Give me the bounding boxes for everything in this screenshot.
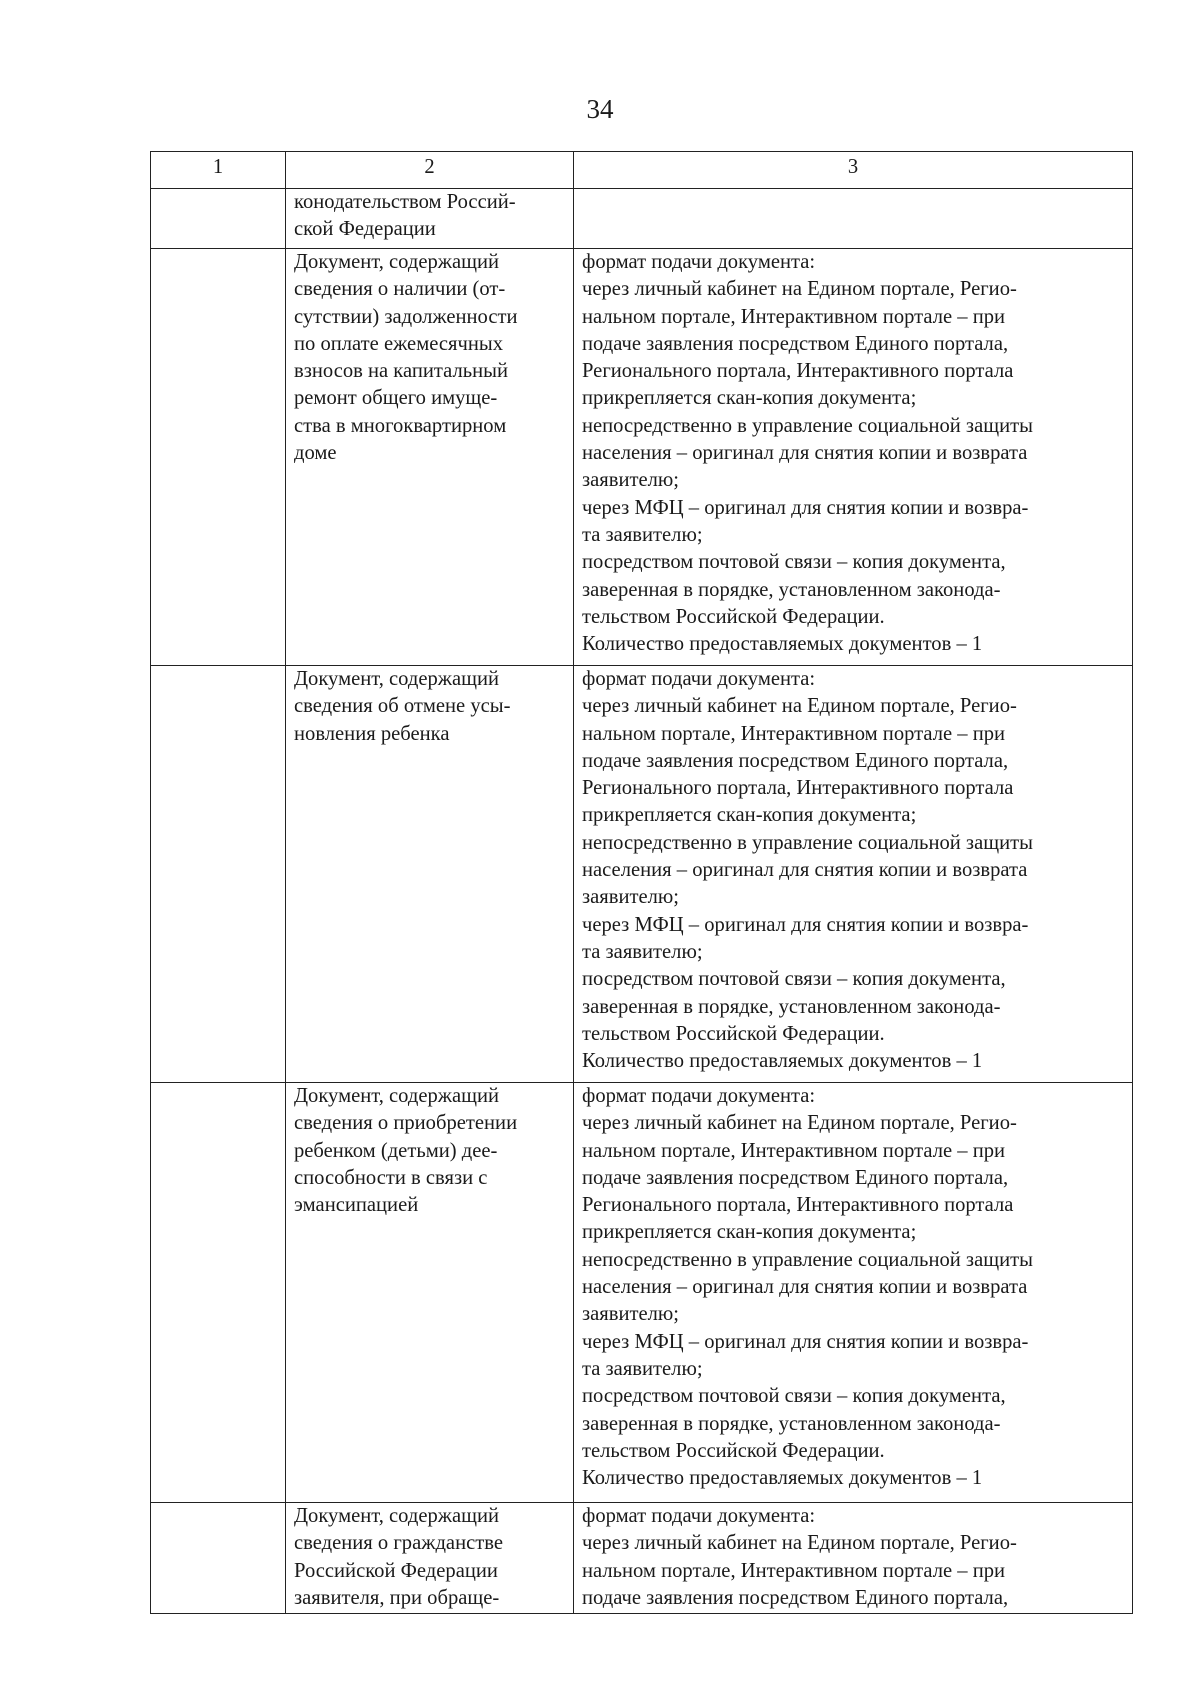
text-line: населения – оригинал для снятия копии и возврата — [582, 1276, 1028, 1299]
text-line: ства в многоквартирном — [294, 414, 507, 437]
text-line: подаче заявления посредством Единого портала, — [582, 1586, 1009, 1609]
row-number-cell — [151, 666, 286, 1083]
text-line: Документ, содержащий — [294, 251, 500, 273]
text-line: тельством Российской Федерации. — [582, 605, 885, 628]
text-line: сутствии) задолженности — [294, 305, 518, 328]
text-line: формат подачи документа: — [582, 668, 816, 690]
text-line: Количество предоставляемых документов – 1 — [582, 1467, 983, 1490]
text-line: Регионального портала, Интерактивного портала — [582, 777, 1014, 800]
submission-format-cell — [574, 189, 1133, 249]
row-number-cell — [151, 1083, 286, 1503]
text-line: через МФЦ – оригинал для снятия копии и возвра- — [582, 913, 1029, 936]
text-line: заявителя, при обраще- — [294, 1586, 500, 1609]
text-line: прикрепляется скан-копия документа; — [582, 387, 917, 410]
text-line: сведения об отмене усы- — [294, 695, 511, 718]
page-number: 34 — [586, 94, 614, 124]
document-name-cell — [286, 189, 574, 249]
text-line: ремонт общего имуще- — [294, 387, 498, 410]
text-line: через МФЦ – оригинал для снятия копии и возвра- — [582, 1330, 1029, 1353]
text-line: заявителю; — [582, 1303, 680, 1326]
text-line: та заявителю; — [582, 1357, 703, 1380]
row-number-cell — [151, 189, 286, 249]
text-line: Количество предоставляемых документов – 1 — [582, 633, 983, 656]
text-line: сведения о гражданстве — [294, 1532, 503, 1555]
submission-format-cell — [574, 1083, 1133, 1503]
text-line: посредством почтовой связи – копия документа, — [582, 1385, 1006, 1408]
text-line: непосредственно в управление социальной защиты — [582, 831, 1033, 854]
text-line: конодательством Россий- — [294, 191, 516, 213]
text-line: посредством почтовой связи – копия документа, — [582, 968, 1006, 991]
text-line: непосредственно в управление социальной защиты — [582, 414, 1033, 437]
table-row — [151, 666, 1133, 1083]
text-line: прикрепляется скан-копия документа; — [582, 1221, 917, 1244]
table-row — [151, 1083, 1133, 1503]
column-header-1: 1 — [151, 152, 286, 189]
text-line: нальном портале, Интерактивном портале – при — [582, 722, 1006, 745]
document-table — [150, 151, 1133, 1614]
document-name-cell — [286, 1083, 574, 1503]
text-line: заявителю; — [582, 469, 680, 492]
text-line: та заявителю; — [582, 523, 703, 546]
text-line: сведения о наличии (от- — [294, 278, 506, 301]
text-line: населения – оригинал для снятия копии и возврата — [582, 859, 1028, 882]
text-line: Регионального портала, Интерактивного портала — [582, 360, 1014, 383]
text-line: сведения о приобретении — [294, 1112, 518, 1135]
submission-format-cell — [574, 249, 1133, 666]
text-line: Количество предоставляемых документов – 1 — [582, 1050, 983, 1073]
text-line: через личный кабинет на Едином портале, Регио- — [582, 695, 1017, 718]
text-line: заверенная в порядке, установленном законода- — [582, 578, 1001, 601]
document-name-cell — [286, 1503, 574, 1614]
text-line: заявителю; — [582, 886, 680, 909]
text-line: Документ, содержащий — [294, 1085, 500, 1107]
text-line: доме — [294, 442, 337, 465]
text-line: тельством Российской Федерации. — [582, 1022, 885, 1045]
text-line: подаче заявления посредством Единого портала, — [582, 332, 1009, 355]
table-row — [151, 249, 1133, 666]
row-number-cell — [151, 1503, 286, 1614]
column-header-2: 2 — [286, 152, 574, 189]
table-header-row — [151, 152, 1133, 189]
text-line: прикрепляется скан-копия документа; — [582, 804, 917, 827]
text-line: новления ребенка — [294, 722, 450, 745]
text-line: нальном портале, Интерактивном портале – при — [582, 1559, 1006, 1582]
table-row — [151, 1503, 1133, 1614]
text-line: формат подачи документа: — [582, 251, 816, 273]
text-line: Регионального портала, Интерактивного портала — [582, 1194, 1014, 1217]
text-line: непосредственно в управление социальной защиты — [582, 1248, 1033, 1271]
text-line: ребенком (детьми) дее- — [294, 1139, 498, 1162]
text-line: населения – оригинал для снятия копии и возврата — [582, 442, 1028, 465]
text-line: заверенная в порядке, установленном законода- — [582, 1412, 1001, 1435]
text-line: через личный кабинет на Едином портале, Регио- — [582, 1532, 1017, 1555]
text-line: ской Федерации — [294, 218, 436, 241]
text-line: Документ, содержащий — [294, 668, 500, 690]
text-line: посредством почтовой связи – копия документа, — [582, 551, 1006, 574]
text-line: нальном портале, Интерактивном портале – при — [582, 305, 1006, 328]
text-line: заверенная в порядке, установленном законода- — [582, 995, 1001, 1018]
text-line: тельством Российской Федерации. — [582, 1439, 885, 1462]
table-row — [151, 189, 1133, 249]
text-line: формат подачи документа: — [582, 1505, 816, 1527]
submission-format-cell — [574, 1503, 1133, 1614]
text-line: по оплате ежемесячных — [294, 332, 504, 355]
text-line: через личный кабинет на Едином портале, Регио- — [582, 278, 1017, 301]
row-number-cell — [151, 249, 286, 666]
text-line: та заявителю; — [582, 940, 703, 963]
text-line: взносов на капитальный — [294, 360, 509, 383]
document-name-cell — [286, 249, 574, 666]
text-line: эмансипацией — [294, 1194, 419, 1217]
text-line: нальном портале, Интерактивном портале – при — [582, 1139, 1006, 1162]
text-line: через личный кабинет на Едином портале, Регио- — [582, 1112, 1017, 1135]
text-line: формат подачи документа: — [582, 1085, 816, 1107]
text-line: способности в связи с — [294, 1166, 488, 1189]
text-line: подаче заявления посредством Единого портала, — [582, 1166, 1009, 1189]
document-name-cell — [286, 666, 574, 1083]
submission-format-cell — [574, 666, 1133, 1083]
text-line: Документ, содержащий — [294, 1505, 500, 1527]
column-header-3: 3 — [574, 152, 1133, 189]
text-line: подаче заявления посредством Единого портала, — [582, 749, 1009, 772]
text-line: Российской Федерации — [294, 1559, 498, 1582]
text-line: через МФЦ – оригинал для снятия копии и возвра- — [582, 496, 1029, 519]
